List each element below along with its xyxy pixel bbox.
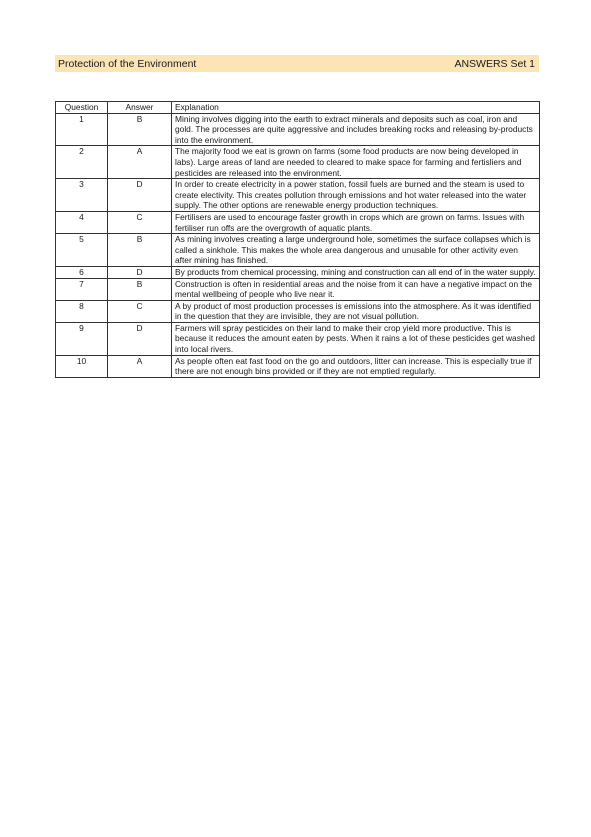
question-number: 5 bbox=[56, 234, 108, 267]
answer-letter: A bbox=[108, 146, 172, 179]
question-number: 2 bbox=[56, 146, 108, 179]
header-question: Question bbox=[56, 102, 108, 114]
table-row bbox=[56, 355, 540, 377]
table-row bbox=[56, 266, 540, 278]
explanation-text: In order to create electricity in a power station, fossil fuels are burned and the steam is used to create electivity. This creates pollution through emissions and hot water released into the water supply. The other options are renewable energy production techniques. bbox=[172, 179, 540, 212]
table-row bbox=[56, 300, 540, 322]
answer-set-label: ANSWERS Set 1 bbox=[454, 57, 535, 70]
answers-table bbox=[55, 101, 540, 378]
explanation-text: By products from chemical processing, mining and construction can all end of in the water supply. bbox=[172, 266, 540, 278]
answer-letter: C bbox=[108, 211, 172, 233]
table-header-row bbox=[56, 102, 540, 114]
answer-letter: D bbox=[108, 266, 172, 278]
explanation-text: Farmers will spray pesticides on their land to make their crop yield more productive. This is because it reduces the amount eaten by pests. When it rains a lot of these pesticides get washed into local rivers. bbox=[172, 322, 540, 355]
question-number: 9 bbox=[56, 322, 108, 355]
explanation-text: As people often eat fast food on the go and outdoors, litter can increase. This is especially true if there are not enough bins provided or if they are not emptied regularly. bbox=[172, 355, 540, 377]
question-number: 10 bbox=[56, 355, 108, 377]
header-answer: Answer bbox=[108, 102, 172, 114]
table-row bbox=[56, 322, 540, 355]
explanation-text: As mining involves creating a large underground hole, sometimes the surface collapses which is called a sinkhole. This makes the whole area dangerous and unusable for other activity even after mining has finished. bbox=[172, 234, 540, 267]
answer-letter: B bbox=[108, 234, 172, 267]
table-row bbox=[56, 278, 540, 300]
question-number: 8 bbox=[56, 300, 108, 322]
explanation-text: The majority food we eat is grown on farms (some food products are now being developed in labs). Large areas of land are needed to cleared to make space for farming and fertisliers and pesticides are released into the environment. bbox=[172, 146, 540, 179]
question-number: 6 bbox=[56, 266, 108, 278]
answer-letter: C bbox=[108, 300, 172, 322]
explanation-text: Mining involves digging into the earth to extract minerals and deposits such as coal, iron and gold. The processes are quite aggressive and includes breaking rocks and releasing by-products into the environment. bbox=[172, 113, 540, 146]
header-bar bbox=[55, 55, 539, 72]
question-number: 7 bbox=[56, 278, 108, 300]
explanation-text: A by product of most production processes is emissions into the atmosphere. As it was identified in the question that they are invisible, they are not visual pollution. bbox=[172, 300, 540, 322]
explanation-text: Construction is often in residential areas and the noise from it can have a negative impact on the mental wellbeing of people who live near it. bbox=[172, 278, 540, 300]
question-number: 3 bbox=[56, 179, 108, 212]
answer-letter: B bbox=[108, 113, 172, 146]
question-number: 4 bbox=[56, 211, 108, 233]
question-number: 1 bbox=[56, 113, 108, 146]
table-row bbox=[56, 211, 540, 233]
answer-letter: D bbox=[108, 179, 172, 212]
table-row bbox=[56, 234, 540, 267]
document-title: Protection of the Environment bbox=[58, 57, 197, 70]
explanation-text: Fertilisers are used to encourage faster growth in crops which are grown on farms. Issues with fertiliser run offs are the overgrowth of aquatic plants. bbox=[172, 211, 540, 233]
table-row bbox=[56, 113, 540, 146]
answer-letter: D bbox=[108, 322, 172, 355]
answer-letter: B bbox=[108, 278, 172, 300]
table-row bbox=[56, 179, 540, 212]
header-explanation: Explanation bbox=[172, 102, 540, 114]
table-row bbox=[56, 146, 540, 179]
answer-letter: A bbox=[108, 355, 172, 377]
